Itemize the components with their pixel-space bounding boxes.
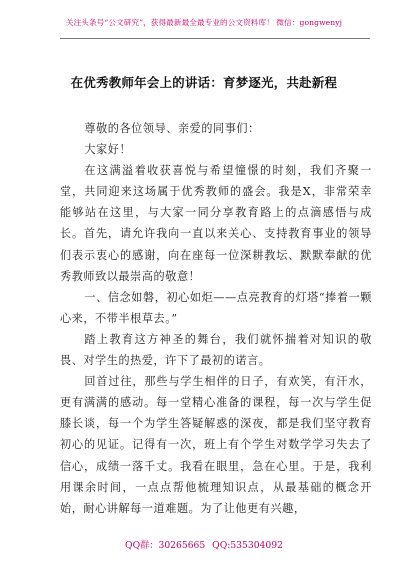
header-notice: 关注头条号“公文研究”，获得最新最全最专业的公文资料库！ 微信：gongwenyj — [65, 18, 343, 27]
body-paragraph: 在这满溢着收获喜悦与希望憧憬的时刻，我们齐聚一堂，共同迎来这场属于优秀教师的盛会。我是X，非常荣幸能够站在这里，与大家一同分享教育路上的点滴感悟与成长。首先，请允许我向一直以来关心、支持教育事业的领导们表示衷心的感谢，向在座每一位深耕教坛、默默奉献的优秀教师致以最崇高的敬意！ — [60, 164, 372, 283]
footer-contact: QQ群：30265665 QQ:535304092 — [125, 540, 283, 551]
document-title: 在优秀教师年会上的讲话：育梦逐光，共赴新程 — [70, 75, 338, 90]
body-paragraph: 回首过往，那些与学生相伴的日子，有欢笑，有汗水，更有满满的感动。每一堂精心准备的课程，每一次与学生促膝长谈，每一个为学生答疑解惑的深夜，都是我们坚守教育初心的见证。记得有一次，班上有个学生对数学学习失去了信心，成绩一落千丈。我看在眼里，急在心里。于是，我利用课余时间，一点点帮他梳理知识点，从最基础的概念开始，耐心讲解每一道难题。为了让他更有兴趣， — [60, 375, 372, 515]
header-divider — [60, 38, 370, 39]
greeting: 大家好！ — [84, 143, 132, 157]
section-heading: 一、信念如磐，初心如炬——点亮教育的灯塔“捧着一颗心来，不带半根草去。” — [60, 290, 372, 325]
document-body — [60, 118, 372, 519]
salutation: 尊敬的各位领导、亲爱的同事们： — [84, 122, 260, 135]
body-paragraph: 踏上教育这方神圣的舞台，我们就怀揣着对知识的敬畏、对学生的热爱，许下了最初的诺言。 — [60, 332, 372, 368]
